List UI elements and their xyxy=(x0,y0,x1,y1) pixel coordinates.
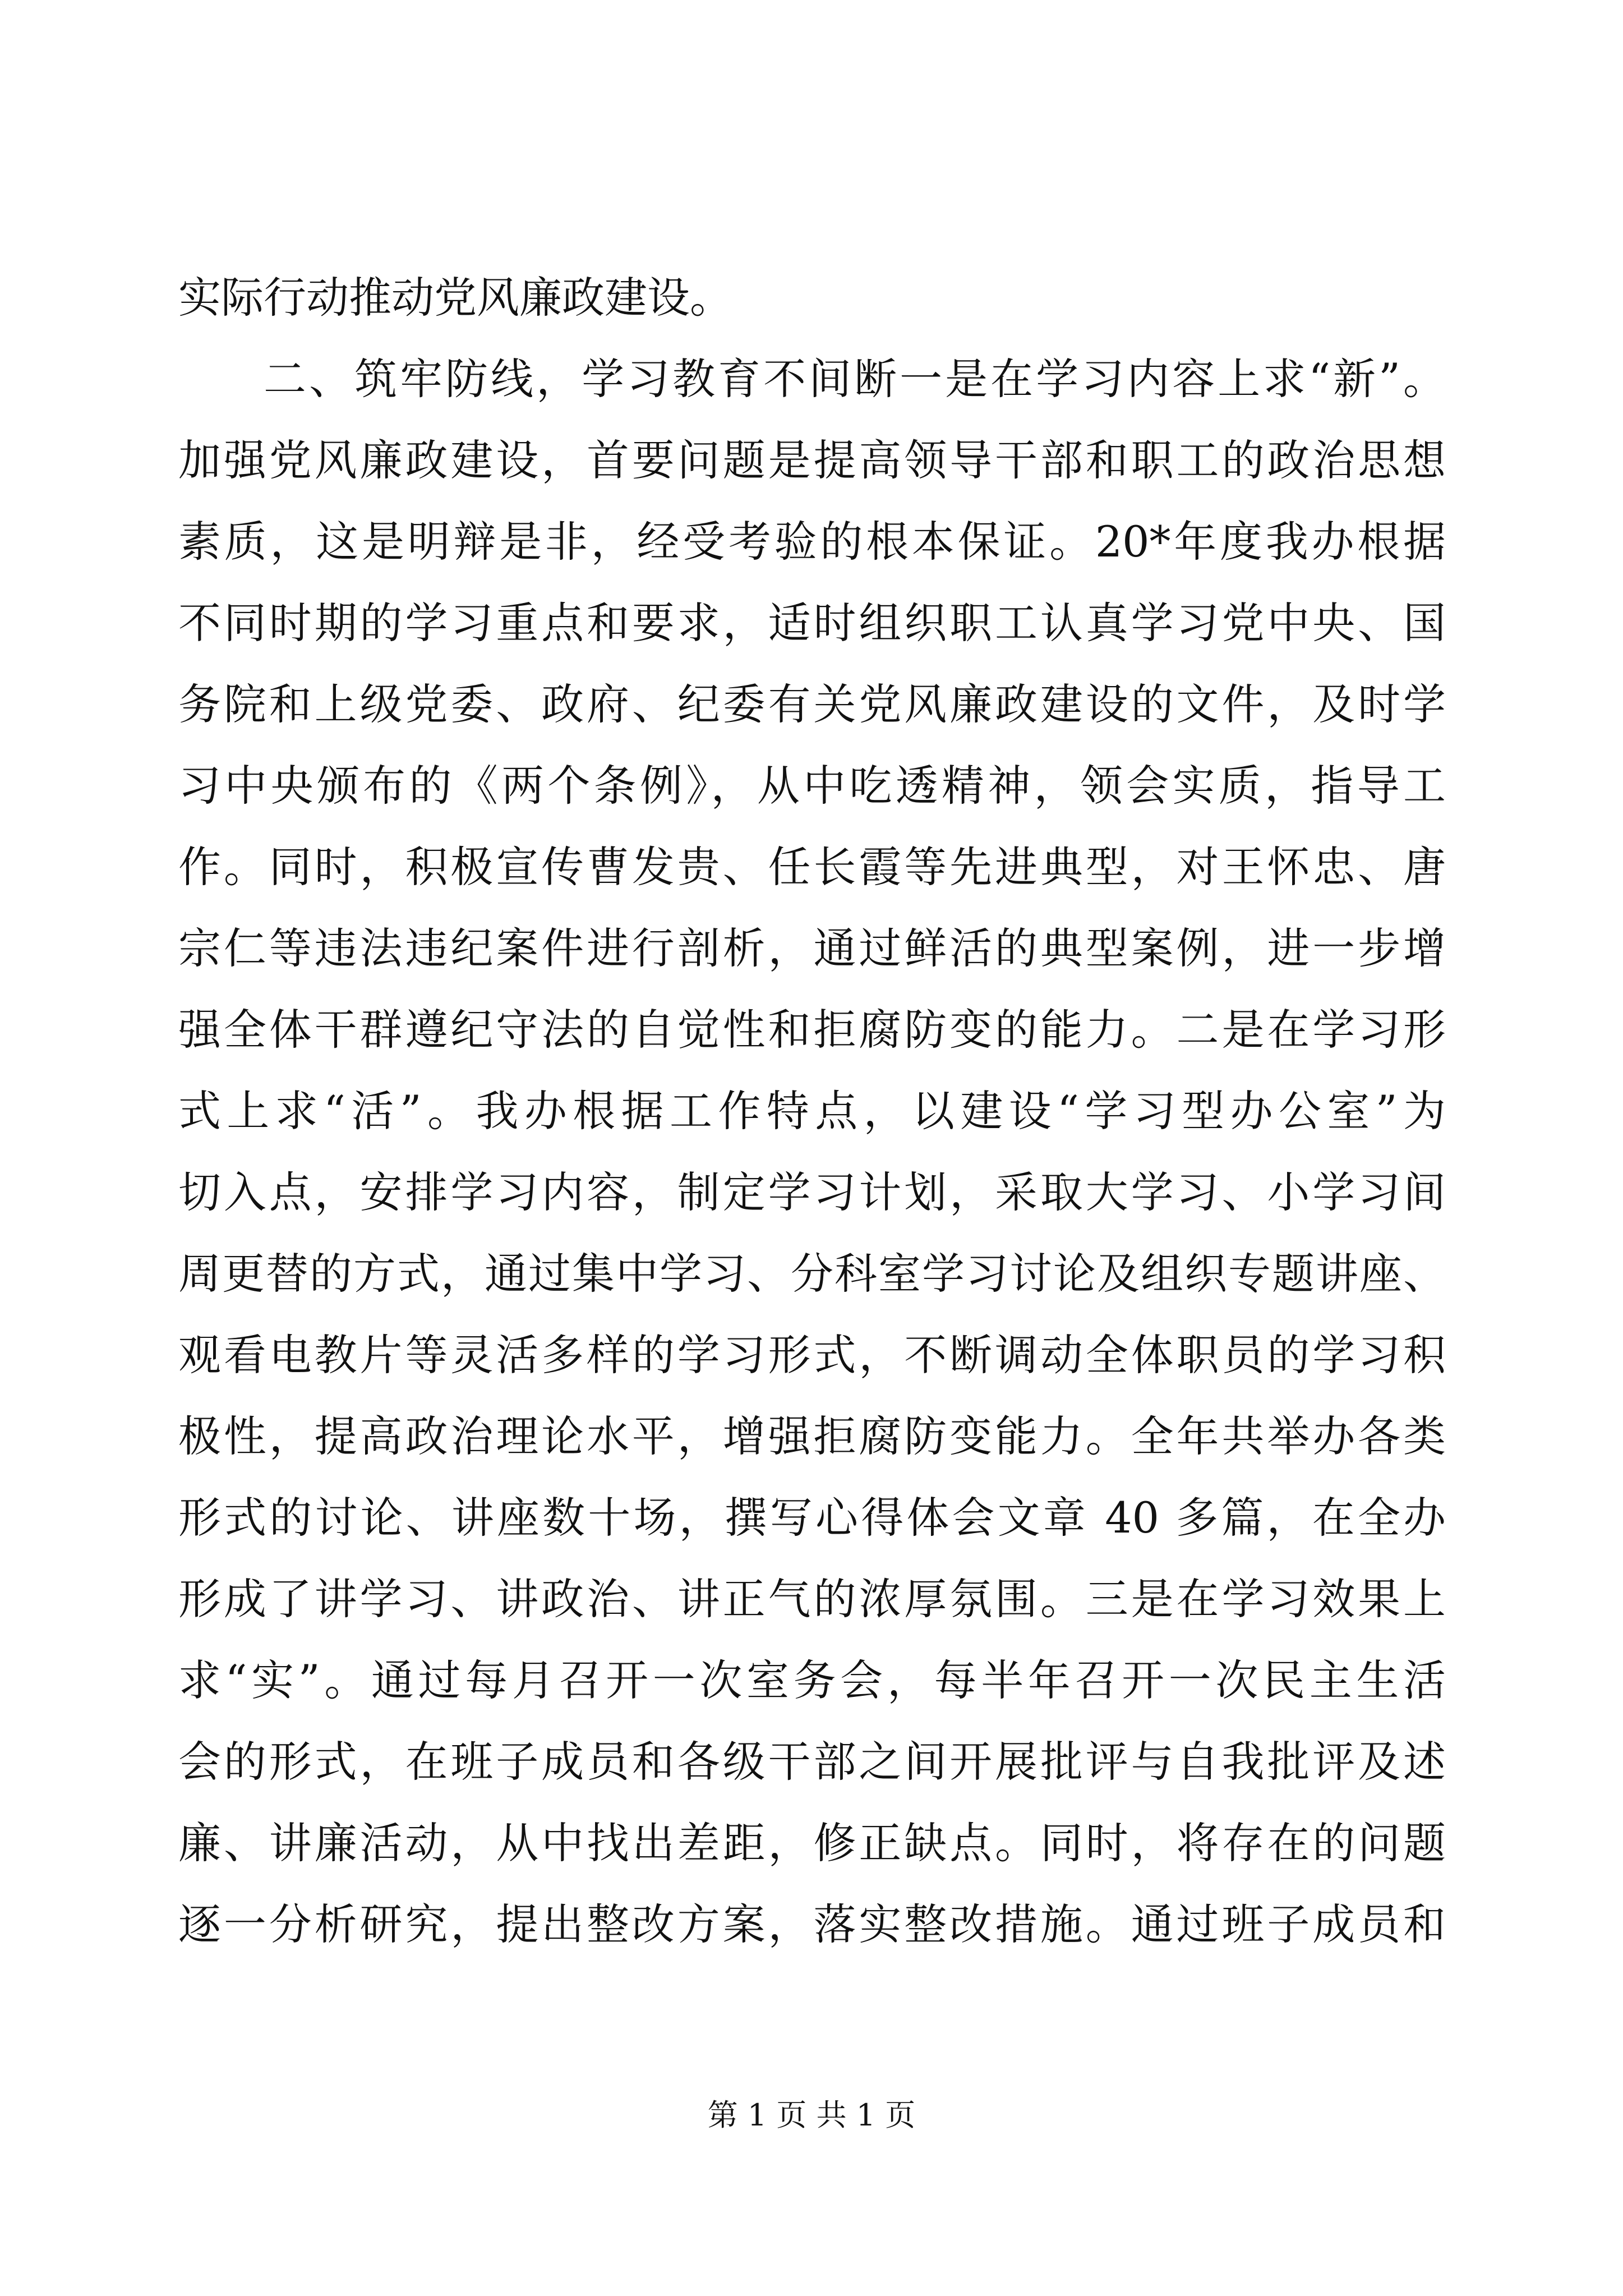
text-line: 作。同时，积极宣传曹发贵、任长霞等先进典型，对王怀忠、唐 xyxy=(178,842,1446,892)
text-line: 形成了讲学习、讲政治、讲正气的浓厚氛围。三是在学习效果上 xyxy=(178,1574,1446,1624)
text-line: 素质，这是明辩是非，经受考验的根本保证。20*年度我办根据 xyxy=(178,517,1446,567)
text-line: 实际行动推动党风廉政建设。 xyxy=(178,273,732,323)
text-line: 求“实”。通过每月召开一次室务会，每半年召开一次民主生活 xyxy=(178,1655,1446,1705)
text-line: 强全体干群遵纪守法的自觉性和拒腐防变的能力。二是在学习形 xyxy=(178,1005,1446,1055)
text-line: 加强党风廉政建设，首要问题是提高领导干部和职工的政治思想 xyxy=(178,435,1446,485)
text-line: 二、筑牢防线，学习教育不间断一是在学习内容上求“新”。 xyxy=(264,354,1446,404)
text-line: 极性，提高政治理论水平，增强拒腐防变能力。全年共举办各类 xyxy=(178,1411,1446,1461)
text-line: 形式的讨论、讲座数十场，撰写心得体会文章 40 多篇，在全办 xyxy=(178,1493,1446,1543)
text-line: 不同时期的学习重点和要求，适时组织职工认真学习党中央、国 xyxy=(178,598,1446,648)
text-line: 会的形式，在班子成员和各级干部之间开展批评与自我批评及述 xyxy=(178,1737,1446,1787)
page-footer xyxy=(0,2096,1623,2135)
text-line: 宗仁等违法违纪案件进行剖析，通过鲜活的典型案例，进一步增 xyxy=(178,923,1446,973)
body-text xyxy=(178,257,1446,1965)
text-line: 式上求“活”。我办根据工作特点，以建设“学习型办公室”为 xyxy=(178,1086,1446,1136)
text-line: 切入点，安排学习内容，制定学习计划，采取大学习、小学习间 xyxy=(178,1167,1446,1217)
page-number-label: 第 1 页 共 1 页 xyxy=(707,2097,916,2133)
text-line: 逐一分析研究，提出整改方案，落实整改措施。通过班子成员和 xyxy=(178,1899,1446,1949)
text-line: 廉、讲廉活动，从中找出差距，修正缺点。同时，将存在的问题 xyxy=(178,1818,1446,1868)
text-line: 观看电教片等灵活多样的学习形式，不断调动全体职员的学习积 xyxy=(178,1330,1446,1380)
text-line: 习中央颁布的《两个条例》，从中吃透精神，领会实质，指导工 xyxy=(178,761,1446,811)
text-line: 周更替的方式，通过集中学习、分科室学习讨论及组织专题讲座、 xyxy=(178,1249,1446,1299)
text-line: 务院和上级党委、政府、纪委有关党风廉政建设的文件，及时学 xyxy=(178,679,1446,729)
